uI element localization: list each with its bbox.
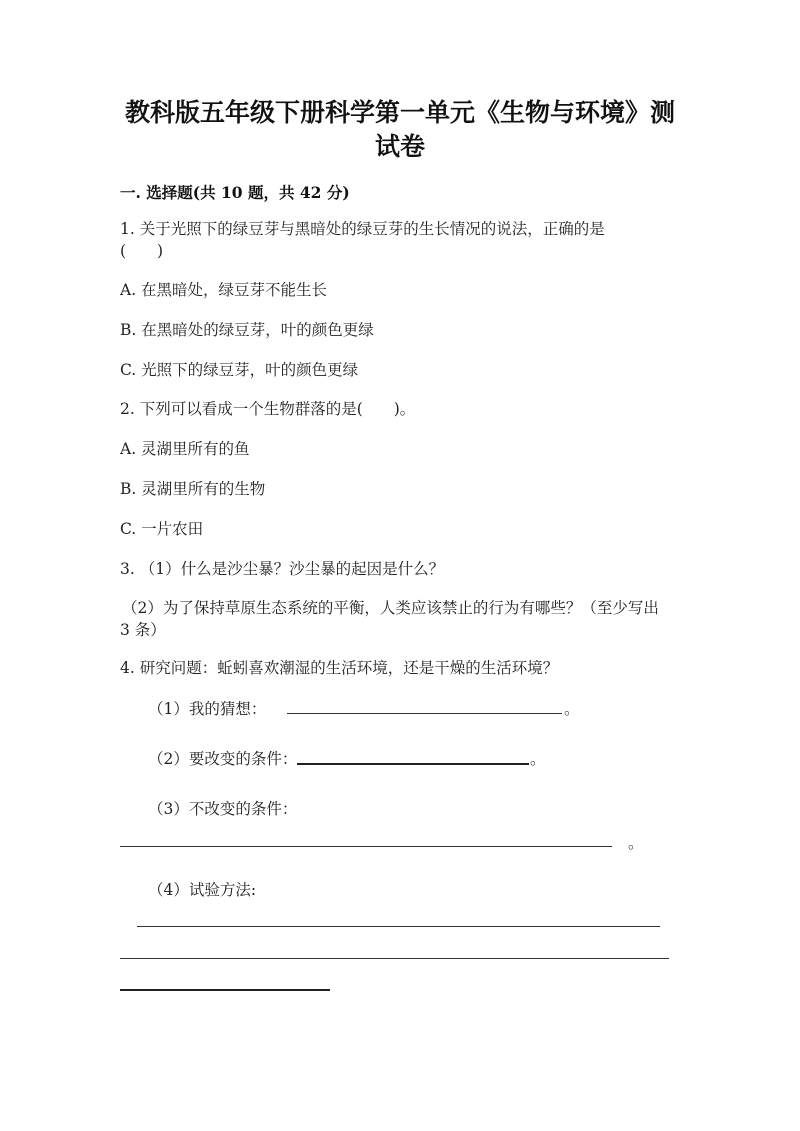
question-4-sub-2-period: 。	[530, 750, 546, 768]
document-title-line-2: 试卷	[374, 132, 425, 161]
question-1-stem: 1. 关于光照下的绿豆芽与黑暗处的绿豆芽的生长情况的说法，正确的是	[120, 220, 605, 238]
question-4-sub-3-label: （3）不改变的条件：	[148, 800, 298, 818]
question-4-stem: 4. 研究问题：蚯蚓喜欢潮湿的生活环境，还是干燥的生活环境？	[120, 659, 559, 677]
document-title-line-1: 教科版五年级下册科学第一单元《生物与环境》测	[124, 98, 675, 127]
question-2-stem: 2. 下列可以看成一个生物群落的是( )。	[120, 400, 416, 418]
question-4-sub-4-label: （4）试验方法:	[148, 881, 257, 899]
question-4-sub-4-blank-2[interactable]	[120, 958, 669, 959]
question-4-sub-4-blank-1[interactable]	[137, 926, 660, 927]
question-4-sub-3-period: 。	[628, 834, 644, 852]
question-4-sub-1-period: 。	[564, 700, 580, 718]
section-heading-multiple-choice: 一. 选择题(共 10 题，共 42 分)	[120, 183, 350, 202]
question-4-sub-3-blank[interactable]	[120, 846, 612, 847]
question-2-option-c: C. 一片农田	[120, 520, 204, 538]
question-1-option-b: B. 在黑暗处的绿豆芽，叶的颜色更绿	[120, 321, 374, 339]
question-4-sub-1-blank[interactable]	[287, 713, 562, 714]
question-3-part-2-line-1: （2）为了保持草原生态系统的平衡，人类应该禁止的行为有哪些？（至少写出	[122, 599, 659, 617]
question-2-option-a: A. 灵湖里所有的鱼	[120, 440, 250, 458]
question-4-sub-4-blank-3[interactable]	[120, 989, 330, 991]
question-4-sub-2-blank[interactable]	[297, 763, 529, 765]
question-2-option-b: B. 灵湖里所有的生物	[120, 480, 266, 498]
question-4-sub-1-label: （1）我的猜想：	[148, 700, 267, 718]
question-1-option-a: A. 在黑暗处，绿豆芽不能生长	[120, 281, 328, 299]
question-3-part-2-line-2: 3 条）	[120, 621, 166, 639]
question-4-sub-2-label: （2）要改变的条件：	[148, 750, 298, 768]
question-1-answer-bracket: ( )	[120, 242, 164, 260]
question-1-option-c: C. 光照下的绿豆芽，叶的颜色更绿	[120, 361, 359, 379]
question-3-part-1: 3. （1）什么是沙尘暴？沙尘暴的起因是什么？	[120, 560, 445, 578]
